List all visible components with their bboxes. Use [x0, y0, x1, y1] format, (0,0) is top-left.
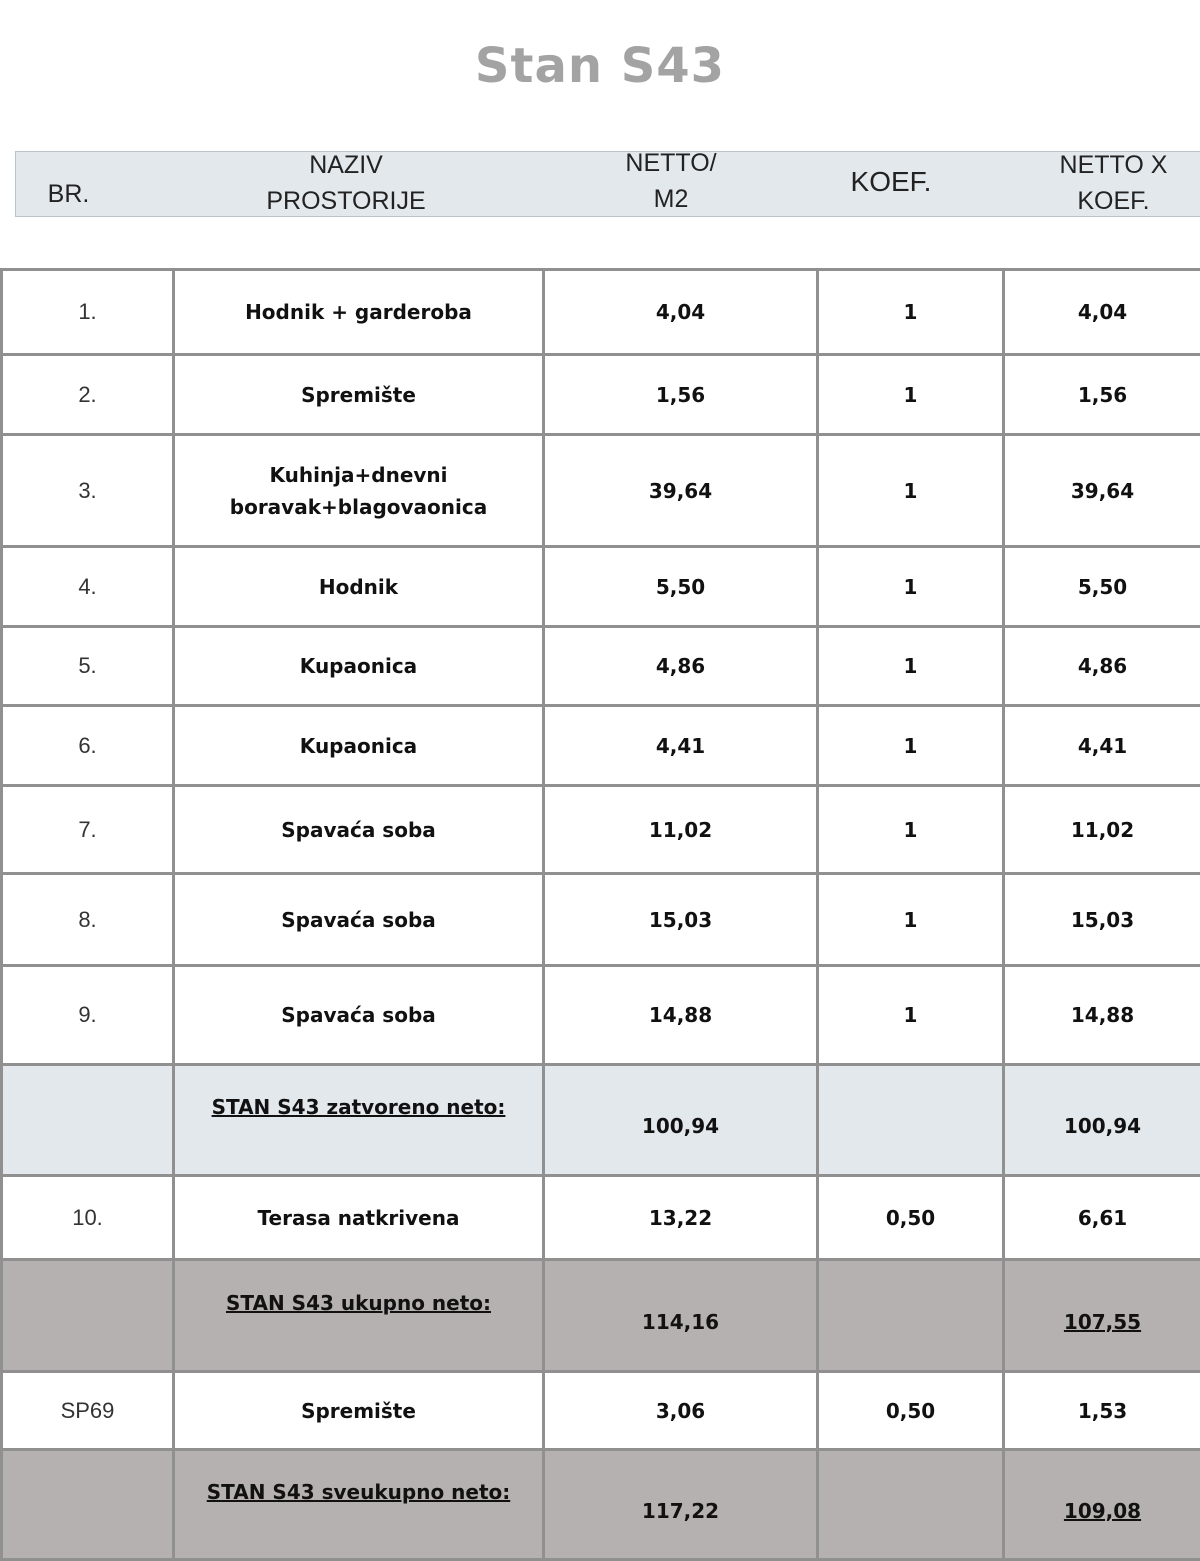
table-row: [2, 706, 1200, 786]
room-name: Spavaća soba: [174, 874, 544, 966]
subtotal-total: 100,94: [1004, 1065, 1200, 1176]
total-value: 4,41: [1004, 706, 1200, 786]
subtotal-row: [2, 1065, 1200, 1176]
grand-total-netto: 117,22: [544, 1450, 818, 1560]
row-number: 3.: [2, 435, 174, 547]
empty-cell: [2, 1065, 174, 1176]
netto-value: 15,03: [544, 874, 818, 966]
table-row: [2, 270, 1200, 355]
room-name: Spavaća soba: [174, 786, 544, 874]
table-row: [2, 966, 1200, 1065]
row-number: 2.: [2, 355, 174, 435]
table-row: [2, 1372, 1200, 1450]
total-value: 6,61: [1004, 1176, 1200, 1260]
empty-cell: [818, 1260, 1004, 1372]
total-label: STAN S43 ukupno neto:: [174, 1260, 544, 1372]
table-row: [2, 874, 1200, 966]
total-value: 5,50: [1004, 547, 1200, 627]
header-br: BR.: [16, 176, 121, 212]
empty-cell: [818, 1065, 1004, 1176]
room-name: Kuhinja+dnevni boravak+blagovaonica: [174, 435, 544, 547]
row-number: 5.: [2, 627, 174, 706]
total-value: 11,02: [1004, 786, 1200, 874]
koef-value: 1: [818, 874, 1004, 966]
row-number: 1.: [2, 270, 174, 355]
netto-value: 11,02: [544, 786, 818, 874]
netto-value: 4,86: [544, 627, 818, 706]
netto-value: 4,41: [544, 706, 818, 786]
room-name: Spremište: [174, 355, 544, 435]
netto-value: 1,56: [544, 355, 818, 435]
header-netto-x-koef: NETTO X KOEF.: [1026, 147, 1200, 219]
row-number: SP69: [2, 1372, 174, 1450]
room-name: Kupaonica: [174, 627, 544, 706]
row-number: 6.: [2, 706, 174, 786]
total-value: 14,88: [1004, 966, 1200, 1065]
row-number: 10.: [2, 1176, 174, 1260]
koef-value: 1: [818, 547, 1004, 627]
total-value: 15,03: [1004, 874, 1200, 966]
header-naziv: NAZIV PROSTORIJE: [226, 147, 466, 219]
room-name: Hodnik: [174, 547, 544, 627]
subtotal-label: STAN S43 zatvoreno neto:: [174, 1065, 544, 1176]
room-name: Spavaća soba: [174, 966, 544, 1065]
total-total: 107,55: [1004, 1260, 1200, 1372]
koef-value: 1: [818, 435, 1004, 547]
table-row: [2, 627, 1200, 706]
page-title: Stan S43: [0, 38, 1200, 94]
table-row: [2, 1176, 1200, 1260]
row-number: 9.: [2, 966, 174, 1065]
netto-value: 13,22: [544, 1176, 818, 1260]
total-value: 4,86: [1004, 627, 1200, 706]
row-number: 7.: [2, 786, 174, 874]
room-name: Hodnik + garderoba: [174, 270, 544, 355]
total-value: 1,53: [1004, 1372, 1200, 1450]
table-row: [2, 786, 1200, 874]
table-row: [2, 435, 1200, 547]
table-row: [2, 547, 1200, 627]
row-number: 4.: [2, 547, 174, 627]
koef-value: 0,50: [818, 1372, 1004, 1450]
room-name: Spremište: [174, 1372, 544, 1450]
total-netto: 114,16: [544, 1260, 818, 1372]
header-koef: KOEF.: [806, 164, 976, 200]
netto-value: 4,04: [544, 270, 818, 355]
netto-value: 5,50: [544, 547, 818, 627]
grand-total-label: STAN S43 sveukupno neto:: [174, 1450, 544, 1560]
room-name: Terasa natkrivena: [174, 1176, 544, 1260]
netto-value: 14,88: [544, 966, 818, 1065]
total-row: [2, 1260, 1200, 1372]
empty-cell: [2, 1260, 174, 1372]
empty-cell: [2, 1450, 174, 1560]
koef-value: 1: [818, 706, 1004, 786]
subtotal-netto: 100,94: [544, 1065, 818, 1176]
koef-value: 0,50: [818, 1176, 1004, 1260]
total-value: 39,64: [1004, 435, 1200, 547]
rooms-table: [0, 268, 1200, 1561]
row-number: 8.: [2, 874, 174, 966]
total-value: 4,04: [1004, 270, 1200, 355]
room-name: Kupaonica: [174, 706, 544, 786]
netto-value: 3,06: [544, 1372, 818, 1450]
koef-value: 1: [818, 355, 1004, 435]
koef-value: 1: [818, 966, 1004, 1065]
table-row: [2, 355, 1200, 435]
total-value: 1,56: [1004, 355, 1200, 435]
koef-value: 1: [818, 627, 1004, 706]
empty-cell: [818, 1450, 1004, 1560]
table-header: [15, 151, 1200, 217]
header-netto: NETTO/ M2: [586, 145, 756, 217]
grand-total-row: [2, 1450, 1200, 1560]
koef-value: 1: [818, 270, 1004, 355]
netto-value: 39,64: [544, 435, 818, 547]
grand-total-total: 109,08: [1004, 1450, 1200, 1560]
koef-value: 1: [818, 786, 1004, 874]
